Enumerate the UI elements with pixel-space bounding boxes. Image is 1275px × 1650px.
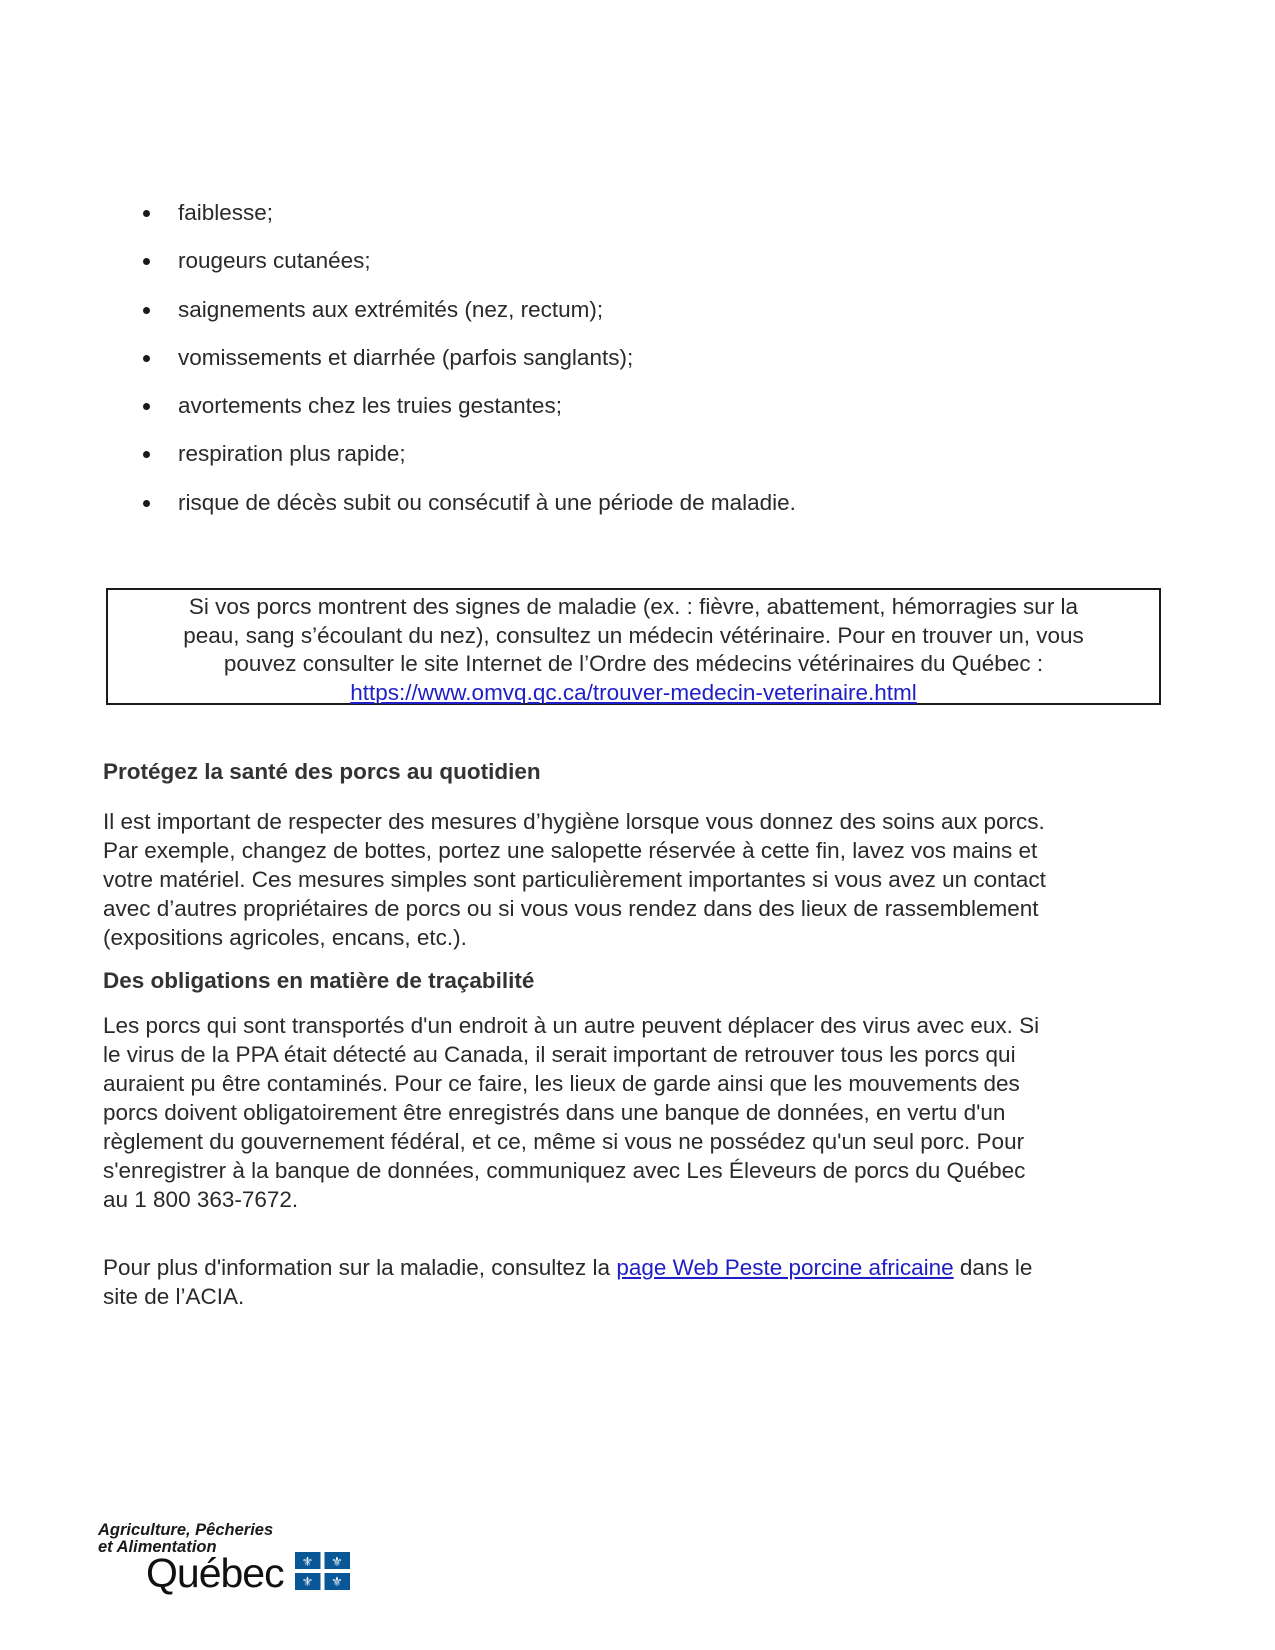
bullet-icon <box>143 403 150 410</box>
bullet-icon <box>143 210 150 217</box>
svg-text:⚜: ⚜ <box>331 1555 343 1570</box>
bullet-icon <box>143 355 150 362</box>
list-item: vomissements et diarrhée (parfois sanglants); <box>0 343 1275 391</box>
notice-line: peau, sang s’écoulant du nez), consultez un médecin vétérinaire. Pour en trouver un, vous <box>183 622 1084 648</box>
hygiene-paragraph: Il est important de respecter des mesures d’hygiène lorsque vous donnez des soins aux porcs. Par exemple, changez de bottes, portez une salopette réservée à cette fin, lavez vos mains et votre matériel. Ces mesures simples sont particulièrement importantes si vous avez un contact avec d’autres propriétaires de porcs ou si vous vous rendez dans des lieux de rassemblement (expositions agricoles, encans, etc.). <box>103 809 1046 950</box>
logo-quebec-wordmark: Québec <box>146 1550 284 1596</box>
traceability-paragraph: Les porcs qui sont transportés d'un endroit à un autre peuvent déplacer des virus avec eux. Si le virus de la PPA était détecté au Canada, il serait important de retrouver tous les porcs qui auraient pu être contaminés. Pour ce faire, les lieux de garde ainsi que les mouvements des porcs doivent obligatoirement être enregistrés dans une banque de données, en vertu d'un règlement du gouvernement fédéral, et ce, même si vous ne possédez qu'un seul porc. Pour s'enregistrer à la banque de données, communiquez avec Les Éleveurs de porcs du Québec au 1 800 363-7672. <box>103 1013 1040 1212</box>
notice-line: pouvez consulter le site Internet de l’Ordre des médecins vétérinaires du Québec : <box>223 651 1044 676</box>
svg-text:⚜: ⚜ <box>301 1555 314 1570</box>
bullet-icon <box>143 500 150 507</box>
list-item: respiration plus rapide; <box>0 439 1275 487</box>
cfia-asf-link[interactable]: page Web Peste porcine africaine <box>616 1255 954 1280</box>
quebec-flag-icon <box>295 1552 350 1590</box>
section-heading-traceability: Des obligations en matière de traçabilité <box>103 968 535 993</box>
list-item: faiblesse; <box>0 198 1275 246</box>
svg-text:⚜: ⚜ <box>331 1575 343 1590</box>
list-item: avortements chez les truies gestantes; <box>0 391 1275 439</box>
symptom-list <box>0 198 1275 536</box>
notice-line: Si vos porcs montrent des signes de maladie (ex. : fièvre, abattement, hémorragies sur la <box>188 594 1079 619</box>
logo-ministry-line1: Agriculture, Pêcheries <box>98 1521 274 1539</box>
bullet-icon <box>143 307 150 314</box>
quebec-government-logo <box>98 1521 358 1601</box>
logo-ministry-line2: et Alimentation <box>98 1538 217 1556</box>
omvq-link[interactable]: https://www.omvq.qc.ca/trouver-medecin-veterinaire.html <box>350 679 917 705</box>
svg-text:⚜: ⚜ <box>301 1575 314 1590</box>
more-info-paragraph: Pour plus d'information sur la maladie, consultez la page Web Peste porcine africaine dans le site de l’ACIA. <box>103 1255 1033 1309</box>
bullet-icon <box>143 451 150 458</box>
bullet-icon <box>143 258 150 265</box>
veterinarian-notice-box <box>106 588 1161 705</box>
list-item: saignements aux extrémités (nez, rectum); <box>0 295 1275 343</box>
section-heading-hygiene: Protégez la santé des porcs au quotidien <box>103 759 541 784</box>
list-item: risque de décès subit ou consécutif à une période de maladie. <box>0 488 1275 536</box>
list-item: rougeurs cutanées; <box>0 246 1275 294</box>
